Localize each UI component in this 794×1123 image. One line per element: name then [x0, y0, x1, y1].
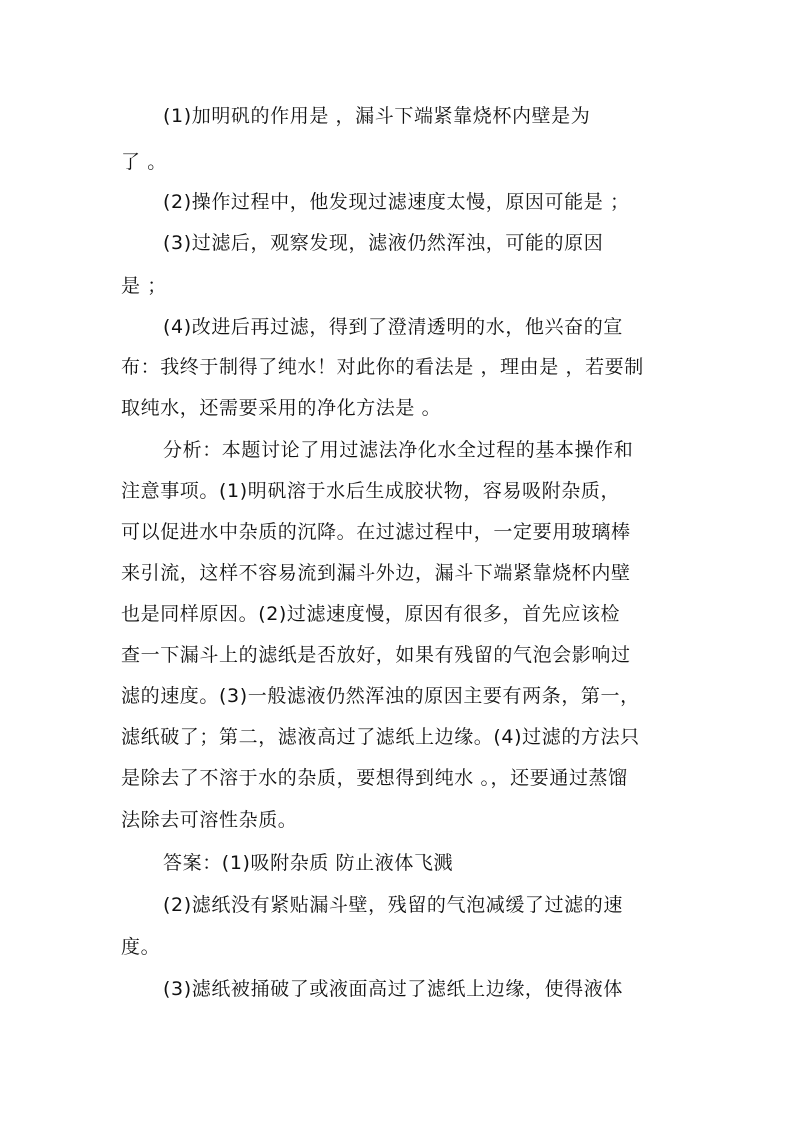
- analysis-line-1: 分析：本题讨论了用过滤法净化水全过程的基本操作和: [163, 439, 634, 461]
- question-2-line-1: (2)操作过程中，他发现过滤速度太慢，原因可能是 ；: [163, 191, 630, 213]
- answer-line-2: (2)滤纸没有紧贴漏斗壁，残留的气泡减缓了过滤的速: [163, 894, 623, 916]
- question-4-line-2: 布：我终于制得了纯水！对此你的看法是 ，理由是 ，若要制: [121, 356, 644, 378]
- analysis-line-6: 查一下漏斗上的滤纸是否放好，如果有残留的气泡会影响过: [121, 644, 631, 666]
- question-4-line-1: (4)改进后再过滤，得到了澄清透明的水，他兴奋的宣: [163, 316, 623, 338]
- answer-line-4: (3)滤纸被捅破了或液面高过了滤纸上边缘，使得液体: [163, 978, 623, 1000]
- analysis-line-10: 法除去可溶性杂质。: [121, 809, 298, 831]
- analysis-line-4: 来引流，这样不容易流到漏斗外边，漏斗下端紧靠烧杯内壁: [121, 562, 631, 584]
- analysis-line-7: 滤的速度。(3)一般滤液仍然浑浊的原因主要有两条，第一，: [121, 685, 640, 707]
- analysis-line-9: 是除去了不溶于水的杂质，要想得到纯水 。，还要通过蒸馏: [121, 767, 628, 789]
- analysis-line-2: 注意事项。(1)明矾溶于水后生成胶状物，容易吸附杂质，: [121, 480, 621, 502]
- analysis-line-3: 可以促进水中杂质的沉降。在过滤过程中，一定要用玻璃棒: [121, 521, 631, 543]
- question-3-line-1: (3)过滤后，观察发现，滤液仍然浑浊，可能的原因: [163, 232, 604, 254]
- analysis-line-5: 也是同样原因。(2)过滤速度慢，原因有很多，首先应该检: [121, 603, 621, 625]
- question-3-line-2: 是 ；: [121, 275, 167, 297]
- question-1-line-1: (1)加明矾的作用是 ，漏斗下端紧靠烧杯内壁是为: [163, 105, 591, 127]
- answer-line-1: 答案：(1)吸附杂质 防止液体飞溅: [163, 852, 454, 874]
- analysis-line-8: 滤纸破了；第二，滤液高过了滤纸上边缘。(4)过滤的方法只: [121, 726, 640, 748]
- answer-line-3: 度。: [121, 936, 161, 958]
- question-1-line-2: 了 。: [121, 151, 167, 173]
- question-4-line-3: 取纯水，还需要采用的净化方法是 。: [121, 397, 442, 419]
